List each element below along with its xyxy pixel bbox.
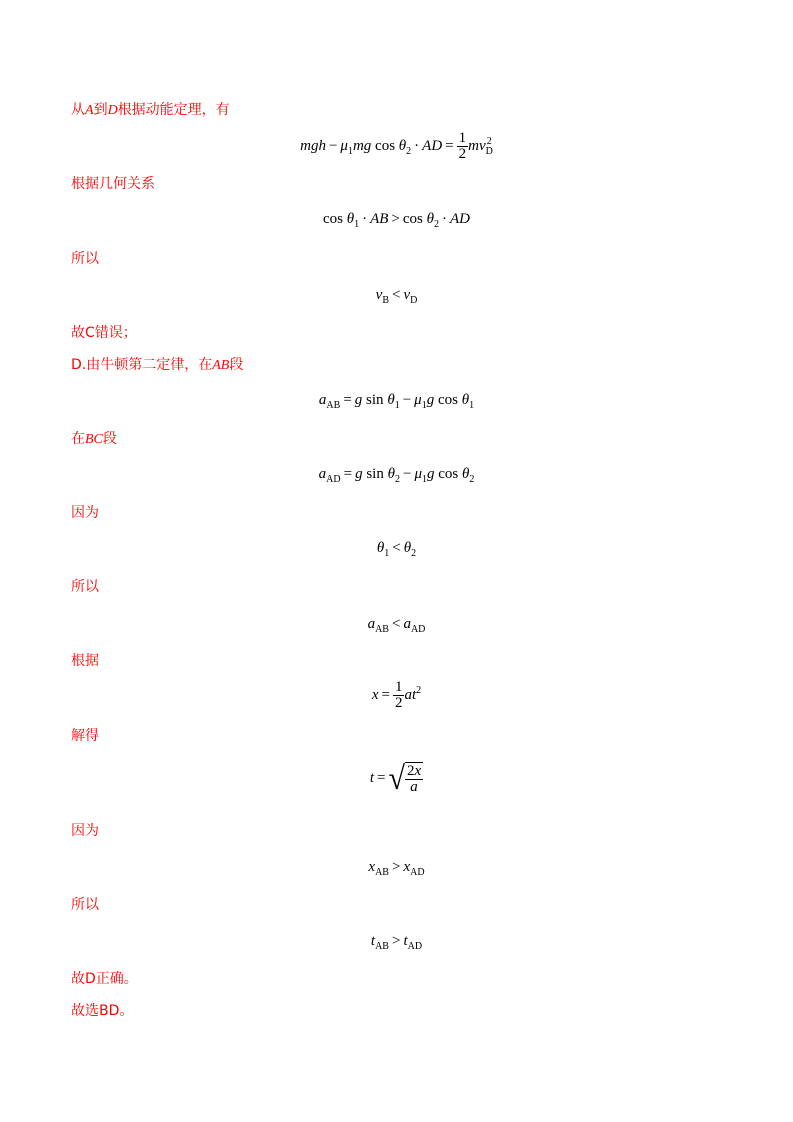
- equation-time-compare: $t_{AB} > t_{AD}$: [370, 933, 423, 952]
- variable-ab: AB: [212, 358, 230, 373]
- text-segment: D.由牛顿第二定律，在: [71, 357, 213, 373]
- variable-bc: BC: [85, 432, 103, 447]
- text-therefore-2: 所以: [71, 579, 99, 595]
- text-segment: 在: [71, 431, 85, 447]
- text-newton-ab: [71, 355, 243, 376]
- text-because-2: 因为: [71, 823, 99, 839]
- text-segment: 段: [102, 431, 117, 447]
- text-solve: 解得: [71, 728, 99, 744]
- text-segment: 根据动能定理，有: [117, 102, 230, 118]
- equation-displacement: x = $\frac{1}{2}$ $at^2$: [371, 679, 422, 711]
- equation-distance-compare: $x_{AB} > x_{AD}$: [368, 859, 425, 878]
- text-therefore-1: 所以: [71, 251, 99, 267]
- text-according: 根据: [71, 653, 99, 669]
- text-segment: 到: [93, 102, 108, 118]
- text-therefore-3: 所以: [71, 897, 99, 913]
- variable-a: A: [85, 103, 94, 118]
- text-segment: 段: [229, 357, 244, 373]
- equation-accel-ab: $a_{AB} = g$ $\sin \theta_1 - \mu_1g$ $\cos \theta_1$: [318, 392, 475, 411]
- equation-angle-compare: $\theta_1 < \theta_2$: [376, 540, 417, 559]
- text-d-correct: 故D正确。: [71, 971, 138, 987]
- equation-accel-ad: $a_{AD} = g$ $\sin \theta_2 - \mu_1g$ $\cos \theta_2$: [318, 466, 475, 485]
- equation-accel-compare: $a_{AB} < a_{AD}$: [367, 616, 426, 635]
- text-because-1: 因为: [71, 505, 99, 521]
- text-geometry: 根据几何关系: [71, 176, 155, 192]
- text-answer-bd: 故选BD。: [71, 1003, 134, 1019]
- variable-d: D: [107, 103, 118, 118]
- text-segment-bc: [71, 429, 117, 450]
- equation-time: t = √ $\frac{2x}{a}$: [369, 759, 422, 797]
- equation-geometry: $\cos \theta_1$ · AB > $\cos \theta_2$ · AD: [322, 211, 471, 230]
- text-c-wrong: 故C错误；: [71, 325, 137, 341]
- equation-velocity-compare: $v_B < v_D$: [375, 287, 418, 306]
- text-line-a-to-d: [71, 100, 230, 121]
- equation-energy-theorem: mgh − $\mu_1mg$ $\cos \theta_2$ · AD = $\frac{1}{2}$ mv 2 D: [300, 130, 493, 162]
- text-segment: 从: [71, 102, 85, 118]
